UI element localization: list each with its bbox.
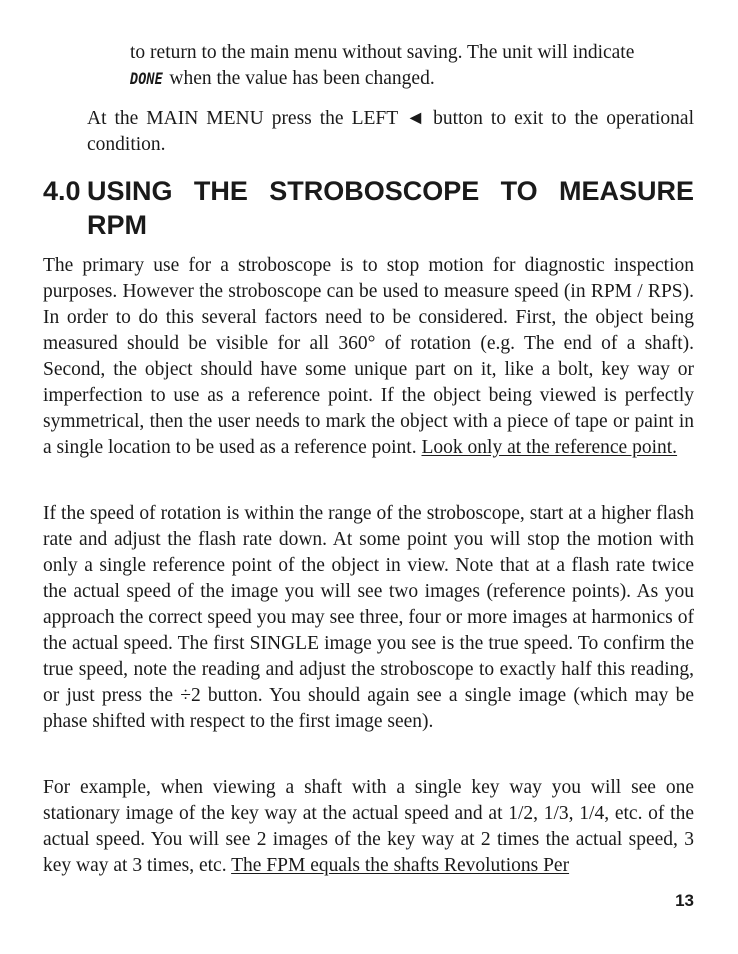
- exit-text-after: button to exit to the operational condition.: [87, 108, 694, 155]
- paragraph-2: [43, 501, 694, 735]
- section-heading: [43, 174, 694, 242]
- paragraph-1-text: The primary use for a stroboscope is to stop motion for diagnostic inspection purposes. However the stroboscope can be used to measure speed (in RPM / RPS). In order to do this several factors need to be considered. First, the object being measured should be visible for all 360° of rotation (e.g. The end of a shaft). Second, the object should have some unique part on it, like a bolt, key way or imperfection to use as a reference point. If the object being viewed is perfectly symmetrical, then the user needs to mark the object with a piece of tape or paint in a single location to be used as a reference point.: [43, 255, 694, 458]
- section-title: USING THE STROBOSCOPE TO MEASURE RPM: [87, 176, 694, 240]
- intro-line-2: when the value has been changed.: [164, 68, 435, 89]
- paragraph-2-text: If the speed of rotation is within the range of the stroboscope, start at a higher flash rate and adjust the flash rate down. At some point you will stop the motion with only a single reference point of the object in view. Note that at a flash rate twice the actual speed of the image you will see two images (reference points). As you approach the correct speed you may see three, four or more images at harmonics of the actual speed. The first SINGLE image you see is the true speed. To confirm the true speed, note the reading and adjust the stroboscope to exactly half this reading, or just press the ÷2 button. You should again see a single image (which may be phase shifted with respect to the first image seen).: [43, 503, 694, 732]
- intro-continuation: [130, 40, 694, 92]
- exit-instruction: [87, 106, 694, 158]
- paragraph-3-text: For example, when viewing a shaft with a single key way you will see one stationary image of the key way at the actual speed and at 1/2, 1/3, 1/4, etc. of the actual speed. You will see 2 images of the key way at 2 times the actual speed, 3 key way at 3 times, etc.: [43, 777, 694, 876]
- left-arrow-icon: ◄: [405, 108, 426, 129]
- page-number: 13: [675, 891, 694, 910]
- paragraph-3-emphasis: The FPM equals the shafts Revolutions Per: [231, 855, 570, 876]
- paragraph-3: [43, 775, 694, 879]
- intro-line-1: to return to the main menu without saving. The unit will indicate: [130, 42, 635, 63]
- section-number: 4.0: [43, 176, 81, 206]
- done-display-indicator: DONE: [130, 69, 163, 88]
- paragraph-1-emphasis: Look only at the reference point.: [421, 437, 678, 458]
- exit-text-before: At the MAIN MENU press the LEFT: [87, 108, 406, 129]
- paragraph-1: [43, 253, 694, 461]
